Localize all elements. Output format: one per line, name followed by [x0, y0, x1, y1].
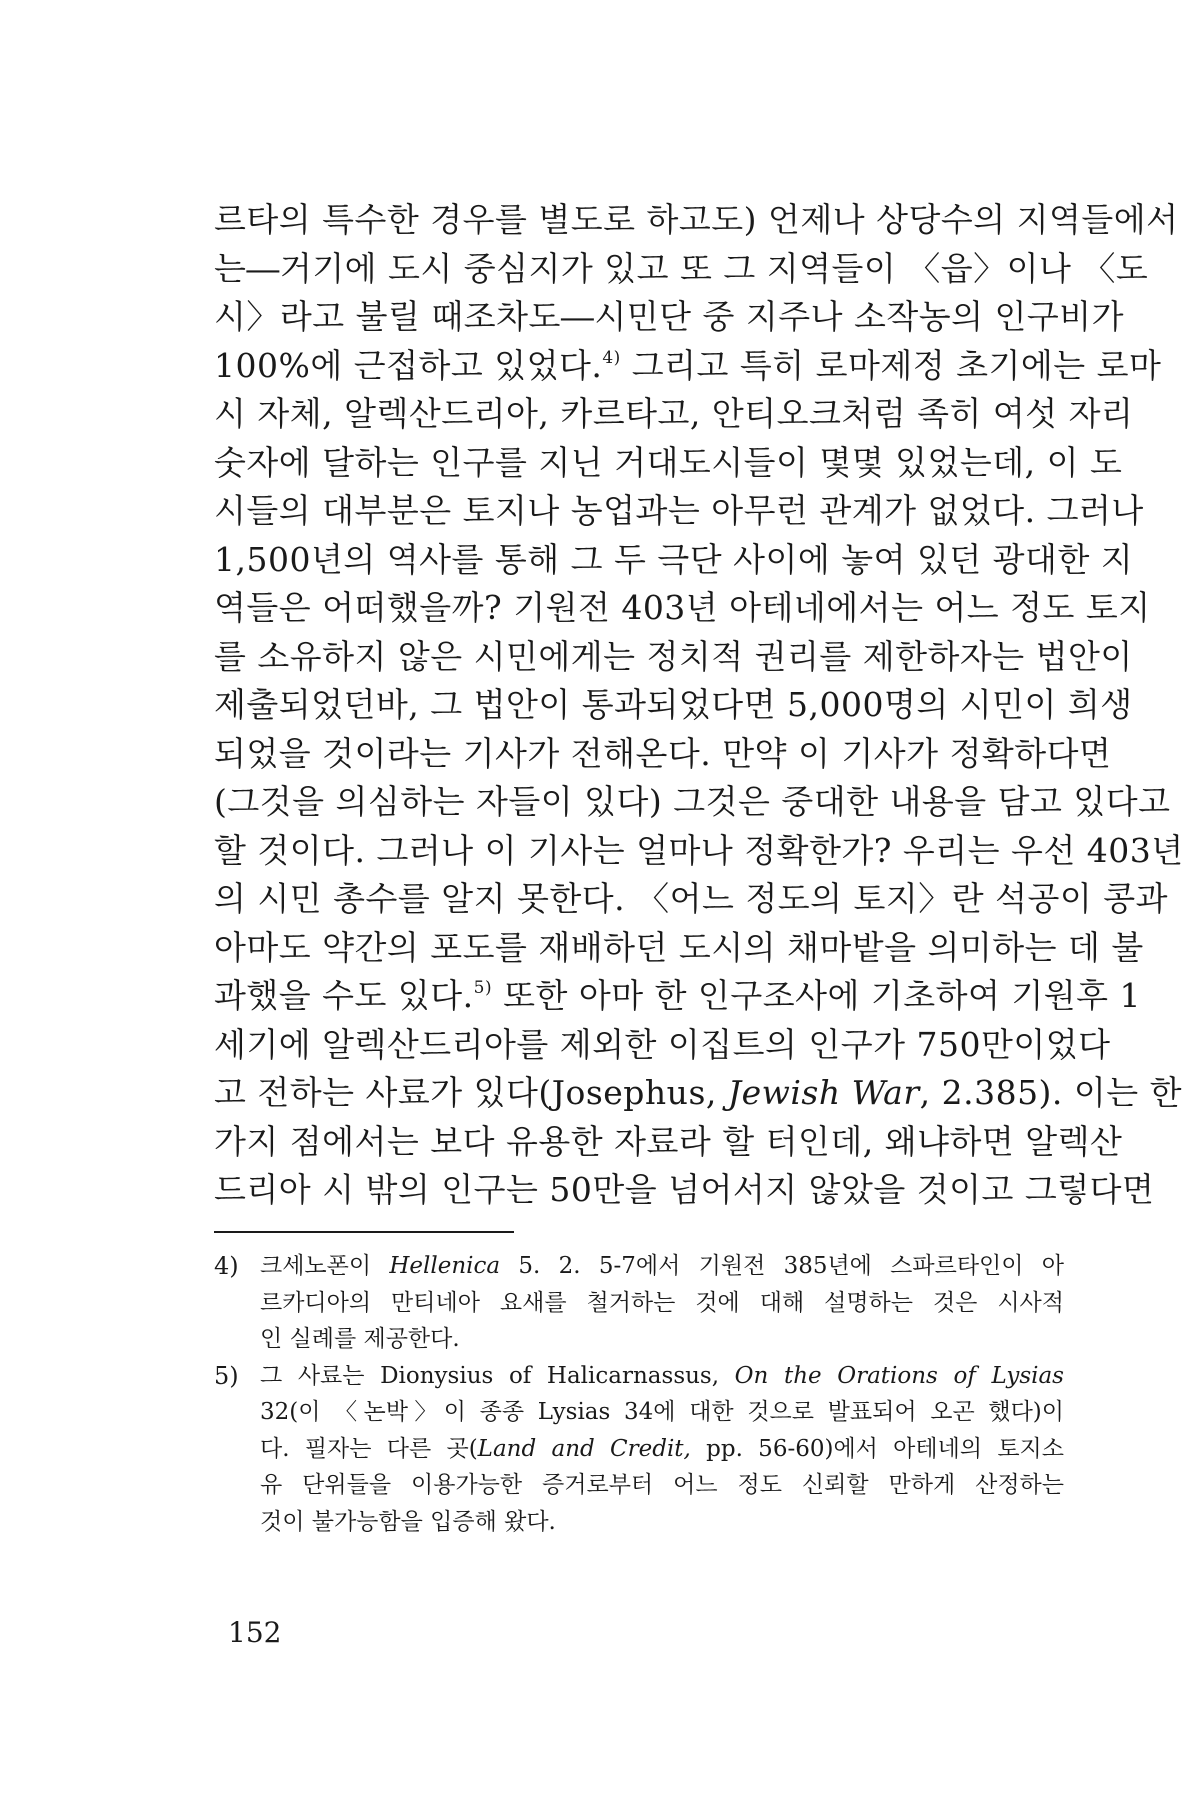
footnote-line: 르카디아의 만티네아 요새를 철거하는 것에 대해 설명하는 것은 시사적: [260, 1289, 1064, 1316]
italic-title: Hellenica: [389, 1253, 501, 1279]
text-line: 르타의 특수한 경우를 별도로 하고도) 언제나 상당수의 지역들에서: [214, 200, 1179, 239]
text-line: 를 소유하지 않은 시민에게는 정치적 권리를 제한하자는 법안이: [214, 636, 1133, 676]
footnote-line: [260, 1248, 1064, 1285]
text-segment: 그 사료는 Dionysius of Halicarnassus,: [260, 1362, 735, 1389]
text-line: 아마도 약간의 포도를 재배하던 도시의 채마밭을 의미하는 데 불: [214, 927, 1144, 967]
text-segment: 고 전하는 사료가 있다(Josephus,: [214, 1073, 728, 1112]
italic-title: Land and Credit,: [477, 1435, 691, 1462]
footnote-4: [214, 1248, 1064, 1358]
text-line: 숫자에 달하는 인구를 지닌 거대도시들이 몇몇 있었는데, 이 도: [214, 442, 1123, 482]
text-line: 가지 점에서는 보다 유용한 자료라 할 터인데, 왜냐하면 알렉산: [214, 1121, 1123, 1161]
text-line: 할 것이다. 그러나 이 기사는 얼마나 정확한가? 우리는 우선 403년: [214, 830, 1184, 870]
footnote-divider: [214, 1231, 514, 1233]
text-segment: 과했을 수도 있다.: [214, 976, 474, 1015]
text-segment: 또한 아마 한 인구조사에 기초하여 기원후 1: [503, 976, 1141, 1015]
text-segment: 크세노폰이: [260, 1253, 390, 1279]
footnote-number: 4): [214, 1252, 239, 1280]
text-line: 제출되었던바, 그 법안이 통과되었다면 5,000명의 시민이 희생: [214, 685, 1133, 724]
text-line: 세기에 알렉산드리아를 제외한 이집트의 인구가 750만이었다: [214, 1024, 1111, 1064]
text-line: 역들은 어떠했을까? 기원전 403년 아테네에서는 어느 정도 토지: [214, 588, 1151, 627]
footnotes: [214, 1248, 1064, 1540]
text-line: [214, 972, 1141, 1021]
text-segment: 5. 2. 5-7에서 기원전 385년에 스파르타인이 아: [500, 1253, 1064, 1279]
footnote-ref-4: 4): [602, 347, 621, 368]
text-line: 의 시민 총수를 알지 못한다. 〈어느 정도의 토지〉란 석공이 콩과: [214, 879, 1168, 918]
page-number: 152: [228, 1616, 282, 1649]
footnote-line: 유 단위들을 이용가능한 증거로부터 어느 정도 신뢰할 만하게 산정하는: [260, 1472, 1064, 1498]
text-segment: , 2.385). 이는 한: [919, 1073, 1183, 1112]
text-line: [214, 342, 1162, 391]
text-line: 시〉라고 불릴 때조차도―시민단 중 지주나 소작농의 인구비가: [214, 297, 1125, 336]
text-line: 1,500년의 역사를 통해 그 두 극단 사이에 놓여 있던 광대한 지: [214, 539, 1134, 579]
text-segment: pp. 56-60)에서 아테네의 토지소: [690, 1435, 1064, 1462]
text-line: [214, 1069, 1183, 1118]
footnote-ref-5: 5): [473, 978, 493, 998]
footnote-body: [260, 1248, 1064, 1358]
italic-title: Jewish War: [727, 1073, 920, 1112]
text-line: 되었을 것이라는 기사가 전해온다. 만약 이 기사가 정확하다면: [214, 733, 1112, 773]
main-text: [214, 196, 1184, 1215]
text-segment: 100%에 근접하고 있었다.: [214, 345, 603, 385]
text-line: 드리아 시 밖의 인구는 50만을 넘어서지 않았을 것이고 그렇다면: [214, 1170, 1155, 1209]
footnote-line: 32(이 〈논박〉이 종종 Lysias 34에 대한 것으로 발표되어 오곤 했다)이: [260, 1399, 1064, 1425]
text-line: 시 자체, 알렉산드리아, 카르타고, 안티오크처럼 족히 여섯 자리: [214, 394, 1134, 433]
footnote-line: 인 실례를 제공한다.: [260, 1326, 460, 1352]
footnote-5: [214, 1358, 1064, 1541]
text-segment: 다. 필자는 다른 곳(: [260, 1435, 478, 1462]
text-line: 시들의 대부분은 토지나 농업과는 아무런 관계가 없었다. 그러나: [214, 491, 1144, 530]
footnote-line: [260, 1358, 1064, 1395]
footnote-line: [260, 1431, 1064, 1468]
footnote-line: 것이 불가능함을 입증해 왔다.: [260, 1508, 556, 1535]
footnote-number: 5): [214, 1361, 239, 1390]
text-line: (그것을 의심하는 자들이 있다) 그것은 중대한 내용을 담고 있다고: [214, 782, 1171, 821]
italic-title: On the Orations of Lysias: [734, 1362, 1064, 1389]
footnote-body: [260, 1358, 1064, 1541]
text-segment: 그리고 특히 로마제정 초기에는 로마: [631, 345, 1162, 385]
text-line: 는―거기에 도시 중심지가 있고 또 그 지역들이 〈읍〉이나 〈도: [214, 248, 1149, 288]
